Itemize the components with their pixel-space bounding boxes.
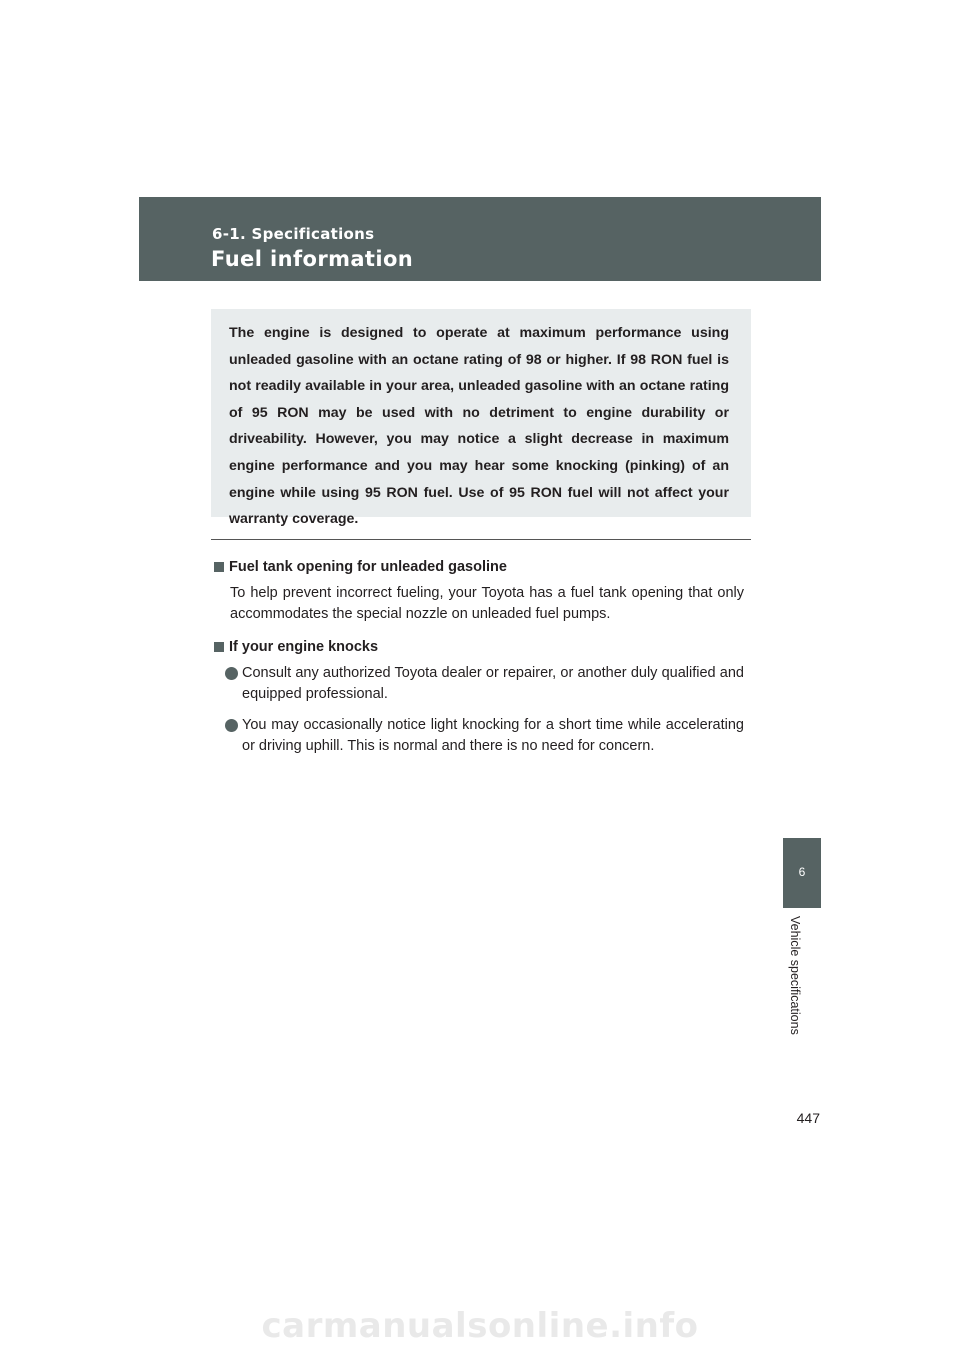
list-item	[214, 715, 744, 757]
section-label: 6-1. Specifications	[212, 225, 375, 243]
note-heading-text: If your engine knocks	[229, 639, 379, 655]
square-bullet-icon	[214, 562, 224, 572]
circle-bullet-icon	[225, 719, 238, 732]
note-heading	[214, 637, 744, 657]
circle-bullet-icon	[225, 667, 238, 680]
list-item	[214, 663, 744, 705]
note-heading-text: Fuel tank opening for unleaded gasoline	[229, 559, 507, 575]
chapter-label: Vehicle specifications	[788, 916, 802, 1035]
watermark: carmanualsonline.info	[261, 1306, 699, 1346]
notes-section	[214, 557, 744, 767]
page-number: 447	[796, 1110, 820, 1126]
note-paragraph: To help prevent incorrect fueling, your Toyota has a fuel tank opening that only accommodates the special nozzle on unleaded fuel pumps.	[230, 585, 744, 622]
section-divider	[211, 539, 751, 540]
list-item-text: Consult any authorized Toyota dealer or repairer, or another duly qualified and equipped professional.	[242, 665, 744, 702]
note-heading	[214, 557, 744, 577]
intro-text: The engine is designed to operate at maximum performance using unleaded gasoline with an octane rating of 98 or higher. If 98 RON fuel is not readily available in your area, unleaded gasoline with an octane rating of 95 RON may be used with no detriment to engine durability or driveability. However, you may notice a slight decrease in maximum engine performance and you may hear some knocking (pinking) of an engine while using 95 RON fuel. Use of 95 RON fuel will not affect your warranty coverage.	[229, 325, 729, 528]
header-band	[139, 197, 821, 281]
list-item-text: You may occasionally notice light knocking for a short time while accelerating or driving uphill. This is normal and there is no need for concern.	[242, 717, 744, 754]
square-bullet-icon	[214, 642, 224, 652]
chapter-number: 6	[798, 865, 806, 879]
chapter-tab[interactable]	[783, 838, 821, 908]
page-title: Fuel information	[211, 247, 414, 271]
intro-box	[211, 309, 751, 528]
